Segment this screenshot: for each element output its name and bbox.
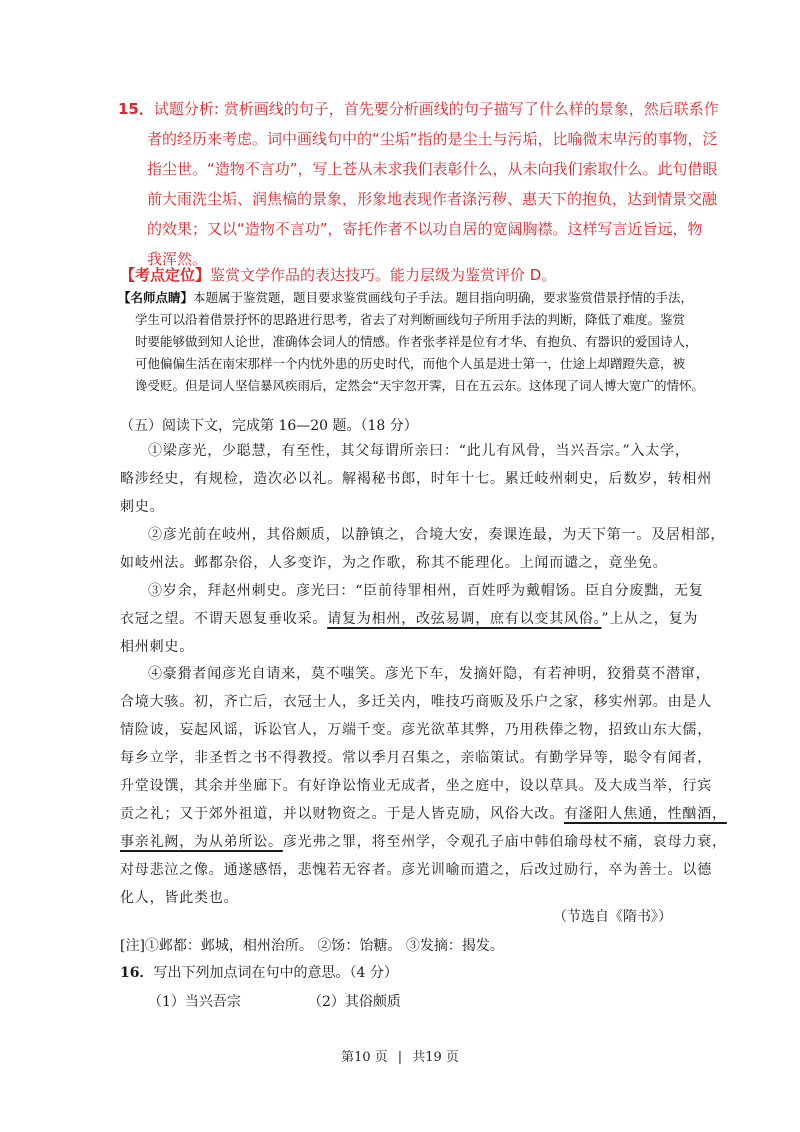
q16-items [148,991,401,1011]
q15-number: 15． [118,100,154,118]
passage-para-2: ②彦光前在岐州，其俗颇质，以静镇之，合境大安，奏课连最，为天下第一。及居相部， 如岐州法。邺都杂俗，人多变诈，为之作歌，称其不能理化。上闻而谴之，竟坐免。 [120,527,726,571]
mingshi-line-2: 学生可以沿着借景抒怀的思路进行思考，省去了对判断画线句子所用手法的判断，降低了难度。鉴赏 [135,312,686,327]
kaodian-text: 鉴赏文学作品的表达技巧。能力层级为鉴赏评价 D。 [210,266,557,284]
q15-analysis [118,94,719,274]
kaodian-label: 【考点定位】 [120,266,211,284]
underlined-sentence-1: 请复为相州，改弦易调，庶有以变其风俗。 [327,611,602,627]
underlined-sentence-2b: 事亲礼阙，为从弟所讼。 [120,834,283,850]
q15-line-2: 者的经历来考虑。词中画线句中的“尘垢”指的是尘土与污垢，比喻微末卑污的事物，泛 [147,130,718,148]
mingshi-line-1: 【名师点睛】本题属于鉴赏题，题目要求鉴赏画线句子手法。题目指向明确，要求鉴赏借景抒情的手法， [118,290,694,305]
underlined-sentence-2a: 有滏阳人焦通，性酗酒， [564,806,727,822]
kaodian-line [120,260,556,290]
q15-line-4: 前大雨洗尘垢、润焦槁的景象，形象地表现作者涤污秽、惠天下的抱负，达到情景交融 [147,190,718,208]
mingshi-line-4: 可他偏偏生活在南宋那样一个内忧外患的历史时代，而他个人虽是进士第一，仕途上却蹭蹬失意，被 [135,356,686,371]
q16-item-1: （1）当兴吾宗 [148,994,241,1010]
q15-line-5: 的效果；又以“造物不言功”，寄托作者不以功自居的宽阔胸襟。这样写言近旨远，物 [147,220,703,238]
page-footer [0,1046,800,1065]
q15-line-6: 我浑然。 [147,250,208,268]
section-title: （五）阅读下文，完成第 16—20 题。（18 分） [120,418,418,434]
passage-para-4: ④豪猾者闻彦光自请来，莫不嗤笑。彦光下车，发摘奸隐，有若神明，狡猾莫不潜窜， 合境大骇。初，齐亡后，衣冠士人，多迁关内，唯技巧商贩及乐户之家，移实州郭。由是人 情险诐，妄起风谣，诉讼官人，万端千变。彦光欲革其弊，乃用秩俸之物，招致山东大儒， 每乡立学，非圣哲之书不得教授。常以季月召集之，亲临策试。有勤学异等，聪令有闻者， 升堂设馔，其余并坐廊下。有好诤讼惰业无成者，坐之庭中，设以草具。及大成当举，行宾 贡之礼；又于郊外祖道，并以财物资之。于是人皆克励，风俗大改。有滏阳人焦通，性酗酒， 事亲礼阙，为从弟所讼。彦光弗之罪，将至州学，令观孔子庙中韩伯瑜母杖不痛，哀母力衰， 对母悲泣之像。通遂感悟，悲愧若无容者。彦光训喻而遣之，后改过励行，卒为善士。以德 化人，皆此类也。 [120,666,727,906]
footnote: [注]①邺都：邺城，相州治所。 ②饧：饴糖。 ③发摘：揭发。 [120,938,504,954]
q16-item-2: （2）其俗颇质 [308,994,401,1010]
q15-line-1: 15．试题分析: 赏析画线的句子，首先要分析画线的句子描写了什么样的景象，然后联系作 [118,100,719,118]
mingshi-line-5: 谗受贬。但是词人坚信暴风疾雨后，定然会“天宇忽开霁，日在五云东。这体现了词人博大宽广的情怀。 [135,378,704,393]
mingshi-label: 【名师点睛】 [118,290,194,305]
footer-separator: | [397,1050,403,1065]
passage-para-1: ①梁彦光，少聪慧，有至性，其父每谓所亲曰：“此儿有风骨，当兴吾宗。”入太学， 略涉经史，有规检，造次必以礼。解褐秘书郎，时年十七。累迁岐州刺史，后数岁，转相州 刺史。 [120,443,712,515]
total-pages: 共19 页 [412,1050,459,1065]
page-number: 第10 页 [341,1050,388,1065]
mingshi-block [118,287,704,397]
passage-para-3: ③岁余，拜赵州刺史。彦光曰：“臣前待罪相州，百姓呼为戴帽饧。臣自分废黜，无复 衣冠之望。不谓天恩复垂收采。请复为相州，改弦易调，庶有以变其风俗。”上从之，复为 相州刺史。 [120,583,704,655]
q15-line-3: 指尘世。“造物不言功”，写上苍从未求我们表彰什么，从未向我们索取什么。此句借眼 [147,160,718,178]
q16-number: 16． [120,965,154,981]
q16-prompt: 16．写出下列加点词在句中的意思。（4 分） [120,965,398,981]
mingshi-line-3: 时要能够做到知人论世，准确体会词人的情感。作者张孝祥是位有才华、有抱负、有器识的爱国诗人， [135,334,698,349]
passage-source: （节选自《隋书》） [553,909,672,925]
